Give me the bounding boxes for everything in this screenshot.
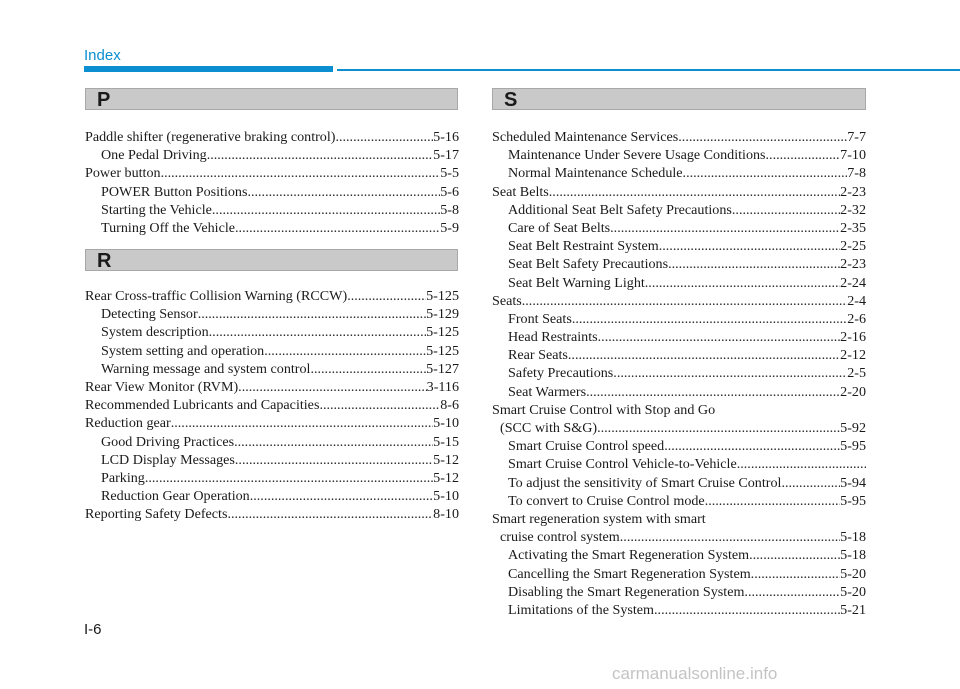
index-entry[interactable]: To convert to Cruise Control mode ..... 5-95: [492, 492, 866, 510]
page-number: I-6: [84, 621, 102, 638]
index-entry[interactable]: Rear Cross-traffic Collision Warning (RCCW) ..... 5-125: [85, 287, 459, 305]
index-entry[interactable]: Seat Warmers ..... 2-20: [492, 383, 866, 401]
index-entry[interactable]: Seat Belt Safety Precautions ..... 2-23: [492, 255, 866, 273]
index-entry[interactable]: POWER Button Positions ..... 5-6: [85, 183, 459, 201]
index-entry[interactable]: Turning Off the Vehicle ..... 5-9: [85, 219, 459, 237]
index-entry-heading[interactable]: Smart regeneration system with smart: [492, 510, 706, 527]
index-entry[interactable]: Starting the Vehicle ..... 5-8: [85, 201, 459, 219]
index-entry[interactable]: Recommended Lubricants and Capacities ..... 8-6: [85, 396, 459, 414]
index-entry[interactable]: Seat Belt Restraint System ..... 2-25: [492, 237, 866, 255]
index-entry[interactable]: System setting and operation ..... 5-125: [85, 342, 459, 360]
index-entry[interactable]: (SCC with S&G) ..... 5-92: [492, 419, 866, 437]
header-rule-thick: [84, 66, 333, 72]
index-entry[interactable]: Limitations of the System ..... 5-21: [492, 601, 866, 619]
section-header-p: [85, 88, 458, 110]
index-entry[interactable]: Safety Precautions ..... 2-5: [492, 364, 866, 382]
section-header-r: [85, 249, 458, 271]
index-entry[interactable]: Additional Seat Belt Safety Precautions ..... 2-32: [492, 201, 866, 219]
index-list-s: [492, 128, 866, 619]
index-entry[interactable]: One Pedal Driving ..... 5-17: [85, 146, 459, 164]
index-entry[interactable]: Seats ..... 2-4: [492, 292, 866, 310]
index-entry[interactable]: cruise control system ..... 5-18: [492, 528, 866, 546]
index-entry[interactable]: Care of Seat Belts ..... 2-35: [492, 219, 866, 237]
index-entry[interactable]: Reduction gear ..... 5-10: [85, 414, 459, 432]
index-list-p: [85, 128, 459, 237]
index-entry[interactable]: Warning message and system control ..... 5-127: [85, 360, 459, 378]
section-letter: P: [97, 89, 111, 111]
index-entry[interactable]: Power button ..... 5-5: [85, 164, 459, 182]
index-entry[interactable]: Reduction Gear Operation ..... 5-10: [85, 487, 459, 505]
index-entry[interactable]: Cancelling the Smart Regeneration System ..... 5-20: [492, 565, 866, 583]
index-entry[interactable]: Normal Maintenance Schedule ..... 7-8: [492, 164, 866, 182]
index-entry[interactable]: Disabling the Smart Regeneration System ..... 5-20: [492, 583, 866, 601]
index-entry[interactable]: Detecting Sensor ..... 5-129: [85, 305, 459, 323]
index-entry[interactable]: Head Restraints ..... 2-16: [492, 328, 866, 346]
index-entry[interactable]: To adjust the sensitivity of Smart Cruise Control ..... 5-94: [492, 474, 866, 492]
index-list-r: [85, 287, 459, 523]
index-entry[interactable]: Seat Belt Warning Light ..... 2-24: [492, 274, 866, 292]
index-entry[interactable]: Activating the Smart Regeneration System ..... 5-18: [492, 546, 866, 564]
index-entry[interactable]: Scheduled Maintenance Services ..... 7-7: [492, 128, 866, 146]
index-entry[interactable]: Seat Belts ..... 2-23: [492, 183, 866, 201]
index-entry[interactable]: Rear View Monitor (RVM) ..... 3-116: [85, 378, 459, 396]
index-entry[interactable]: Smart Cruise Control Vehicle-to-Vehicle .....: [492, 455, 866, 473]
index-entry[interactable]: Smart Cruise Control speed ..... 5-95: [492, 437, 866, 455]
header-rule-thin: [337, 69, 960, 71]
section-letter: S: [504, 89, 518, 111]
section-letter: R: [97, 250, 112, 272]
section-header-s: [492, 88, 866, 110]
watermark: carmanualsonline.info: [612, 664, 778, 683]
index-entry[interactable]: Rear Seats ..... 2-12: [492, 346, 866, 364]
index-entry[interactable]: Front Seats ..... 2-6: [492, 310, 866, 328]
index-entry-heading[interactable]: Smart Cruise Control with Stop and Go: [492, 401, 716, 418]
index-entry[interactable]: Parking ..... 5-12: [85, 469, 459, 487]
index-entry[interactable]: Maintenance Under Severe Usage Conditions ..... 7-10: [492, 146, 866, 164]
index-entry[interactable]: LCD Display Messages ..... 5-12: [85, 451, 459, 469]
index-entry[interactable]: Good Driving Practices ..... 5-15: [85, 433, 459, 451]
index-entry[interactable]: Reporting Safety Defects ..... 8-10: [85, 505, 459, 523]
index-entry[interactable]: System description ..... 5-125: [85, 323, 459, 341]
page-header-title: Index: [84, 47, 121, 64]
index-entry[interactable]: Paddle shifter (regenerative braking control) ..... 5-16: [85, 128, 459, 146]
